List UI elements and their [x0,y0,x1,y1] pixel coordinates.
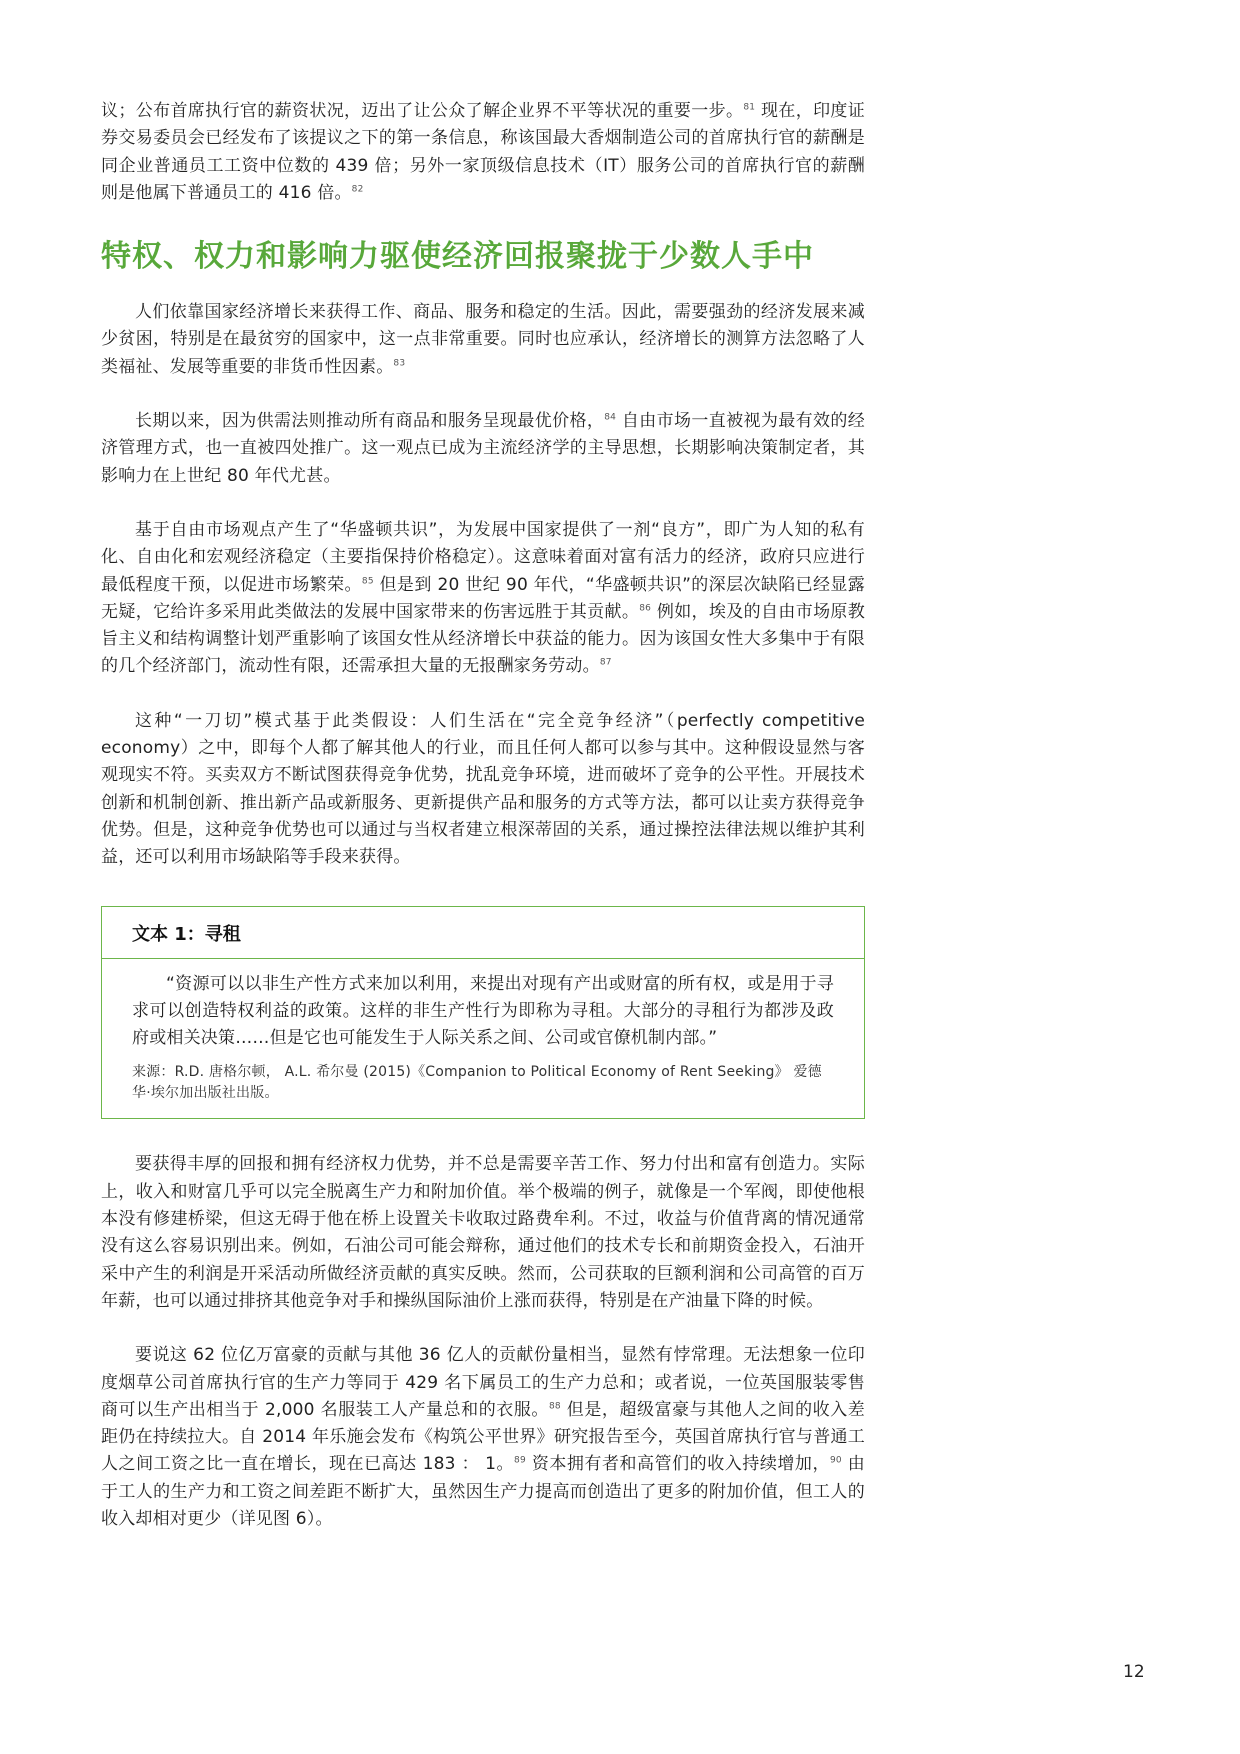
footnote-ref[interactable]: 87 [599,657,612,668]
footnote-ref[interactable]: 89 [514,1455,526,1466]
page-content [101,98,865,1533]
page-number: 12 [1123,1662,1145,1682]
paragraph-2: 长期以来，因为供需法则推动所有商品和服务呈现最优价格，$^{84}$ 自由市场一直被视为最有效的经济管理方式，也一直被四处推广。这一观点已成为主流经济学的主导思想，长期影响决策制定者，其影响力在上世纪 80 年代尤甚。 [101,411,865,486]
paragraph-5: 要获得丰厚的回报和拥有经济权力优势，并不总是需要辛苦工作、努力付出和富有创造力。实际上，收入和财富几乎可以完全脱离生产力和附加价值。举个极端的例子，就像是一个军阀，即使他根本没有修建桥梁，但这无碍于他在桥上设置关卡收取过路费牟利。不过，收益与价值背离的情况通常没有这么容易识别出来。例如，石油公司可能会辩称，通过他们的技术专长和前期资金投入，石油开采中产生的利润是开采活动所做经济贡献的真实反映。然而，公司获取的巨额利润和公司高管的百万年薪，也可以通过排挤其他竞争对手和操纵国际油价上涨而获得，特别是在产油量下降的时候。 [101,1154,865,1311]
intro-paragraph: 议；公布首席执行官的薪资状况，迈出了让公众了解企业界不平等状况的重要一步。$^{81}$ 现在，印度证券交易委员会已经发布了该提议之下的第一条信息，称该国最大香烟制造公司的首席执行官的薪酬是同企业普通员工工资中位数的 439 倍；另外一家顶级信息技术（IT）服务公司的首席执行官的薪酬则是他属下普通员工的 416 倍。$^{82}$ [101,101,865,203]
textbox-body [102,959,864,1119]
paragraph-4: 这种“一刀切”模式基于此类假设：人们生活在“完全竞争经济”（perfectly competitive economy）之中，即每个人都了解其他人的行业，而且任何人都可以参与其中。这种假设显然与客观现实不符。买卖双方不断试图获得竞争优势，扰乱竞争环境，进而破坏了竞争的公平性。开展技术创新和机制创新、推出新产品或新服务、更新提供产品和服务的方式等方法，都可以让卖方获得竞争优势。但是，这种竞争优势也可以通过与当权者建立根深蒂固的关系，通过操控法律法规以维护其利益，还可以利用市场缺陷等手段来获得。 [101,710,865,868]
textbox-source: 来源：R.D. 唐格尔顿， A.L. 希尔曼 (2015)《Companion to Political Economy of Rent Seeking》 爱德华·埃尔加出版社出版。 [132,1064,822,1102]
textbox-quote: “资源可以以非生产性方式来加以利用，来提出对现有产出或财富的所有权，或是用于寻求可以创造特权利益的政策。这样的非生产性行为即称为寻租。大部分的寻租行为都涉及政府或相关决策……但是它也可能发生于人际关系之间、公司或官僚机制内部。” [132,973,834,1049]
footnote-ref[interactable]: 85 [361,575,374,586]
paragraph-6: 要说这 62 位亿万富豪的贡献与其他 36 亿人的贡献份量相当，显然有悖常理。无法想象一位印度烟草公司首席执行官的生产力等同于 429 名下属员工的生产力总和；或者说，一位英国服装零售商可以生产出相当于 2,000 名服装工人产量总和的衣服。$^{88}$ 但是，超级富豪与其他人之间的收入差距仍在持续拉大。自 2014 年乐施会发布《构筑公平世界》研究报告至今，英国首席执行官与普通工人之间工资之比一直在增长，现在已高达 183 ： 1。$^{89}$ 资本拥有者和高管们的收入持续增加，$^{90}$ 由于工人的生产力和工资之间差距不断扩大，虽然因生产力提高而创造出了更多的附加价值，但工人的收入却相对更少（详见图 6）。 [101,1345,865,1529]
textbox-rent-seeking [101,906,865,1120]
footnote-ref[interactable]: 86 [639,603,652,614]
footnote-ref[interactable]: 84 [604,412,617,423]
paragraph-3: 基于自由市场观点产生了“华盛顿共识”，为发展中国家提供了一剂“良方”，即广为人知的私有化、自由化和宏观经济稳定（主要指保持价格稳定）。这意味着面对富有活力的经济，政府只应进行最低程度干预，以促进市场繁荣。$^{85}$ 但是到 20 世纪 90 年代，“华盛顿共识”的深层次缺陷已经显露无疑，它给许多采用此类做法的发展中国家带来的伤害远胜于其贡献。$^{86}$ 例如，埃及的自由市场原教旨主义和结构调整计划严重影响了该国女性从经济增长中获益的能力。因为该国女性大多集中于有限的几个经济部门，流动性有限，还需承担大量的无报酬家务劳动。$^{87}$ [101,519,866,677]
footnote-ref[interactable]: 88 [548,1401,561,1412]
footnote-ref[interactable]: 83 [393,358,406,369]
paragraph-1: 人们依靠国家经济增长来获得工作、商品、服务和稳定的生活。因此，需要强劲的经济发展来减少贫困，特别是在最贫穷的国家中，这一点非常重要。同时也应承认，经济增长的测算方法忽略了人类福祉、发展等重要的非货币性因素。$^{83}$ [101,302,865,377]
textbox-title: 文本 1：寻租 [102,907,864,959]
footnote-ref[interactable]: 81 [743,102,756,113]
section-heading: 特权、权力和影响力驱使经济回报聚拢于少数人手中 [101,239,814,275]
footnote-ref[interactable]: 90 [829,1455,842,1466]
footnote-ref[interactable]: 82 [351,184,364,195]
